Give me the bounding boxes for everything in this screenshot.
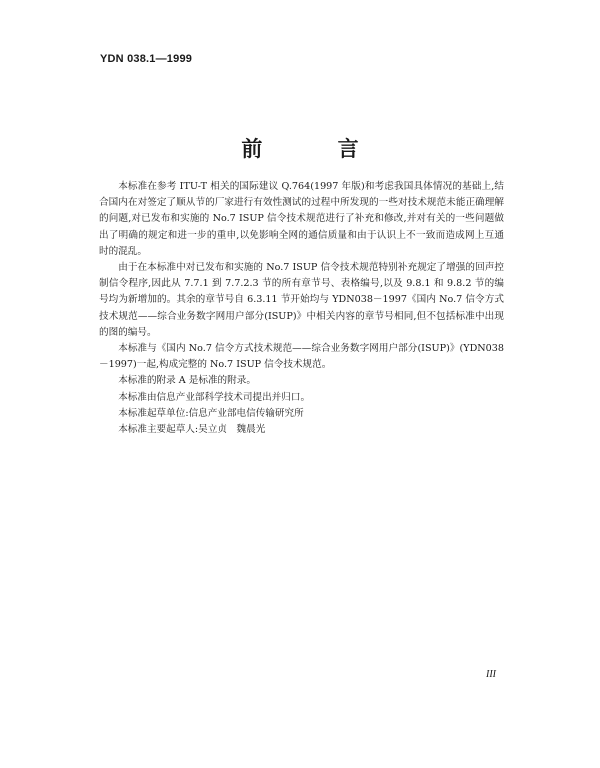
- paragraph-numbering-note: 由于在本标准中对已发布和实施的 No.7 ISUP 信令技术规范特别补充规定了增强的回声控制信令程序,因此从 7.7.1 到 7.7.2.3 节的所有章节号、表格编号,以及 9.8.1 和 9.8.2 节的编号均为新增加的。其余的章节号自 6.3.11 节开始均与 YDN038－1997《国内 No.7 信令方式技术规范——综合业务数字网用户部分(ISUP)》中相关内容的章节号相同,但不包括标准中出现的图的编号。: [99, 262, 504, 338]
- standard-code: YDN 038.1—1999: [100, 53, 193, 65]
- foreword-body: [99, 179, 504, 438]
- paragraph-drafters: 本标准主要起草人:吴立贞 魏晨光: [118, 424, 266, 436]
- paragraph-complete-spec: 本标准与《国内 No.7 信令方式技术规范——综合业务数字网用户部分(ISUP)》(YDN038－1997)一起,构成完整的 No.7 ISUP 信令技术规范。: [99, 343, 504, 371]
- page-number: III: [486, 669, 496, 680]
- paragraph-drafting-unit: 本标准起草单位:信息产业部电信传输研究所: [118, 407, 304, 419]
- paragraph-appendix: 本标准的附录 A 是标准的附录。: [118, 375, 256, 387]
- paragraph-proposer: 本标准由信息产业部科学技术司提出并归口。: [118, 391, 311, 403]
- paragraph-reference-basis: 本标准在参考 ITU-T 相关的国际建议 Q.764(1997 年版)和考虑我国具体情况的基础上,结合国内在对签定了顺从节的厂家进行有效性测试的过程中所发现的一些对技术规范未能正确理解的问题,对已发布和实施的 No.7 ISUP 信令技术规范进行了补充和修改,并对有关的一些问题做出了明确的规定和进一步的重申,以免影响全网的通信质量和由于认识上不一致而造成网上互通时的混乱。: [99, 181, 504, 257]
- page-title: 前 言: [241, 137, 393, 161]
